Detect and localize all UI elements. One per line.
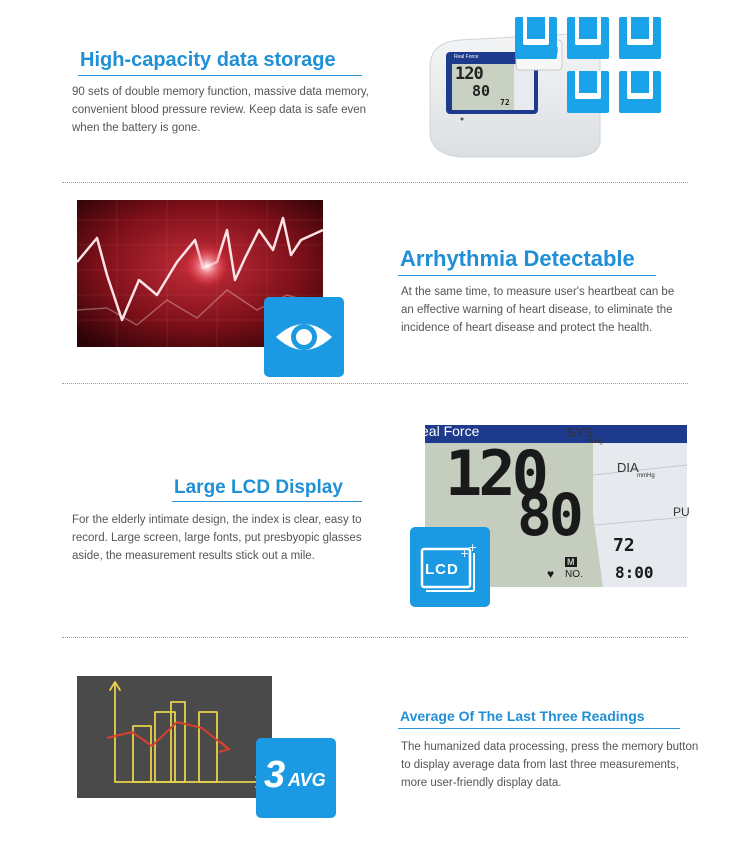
chart-image — [77, 676, 272, 798]
floppy-icon — [619, 17, 661, 59]
lcd-time: 8:00 — [615, 563, 654, 582]
lcd-sys-label: SYS — [567, 425, 594, 440]
lcd-dia-value: 80 — [517, 481, 581, 549]
svg-text:+: + — [468, 541, 478, 554]
section-title-storage: High-capacity data storage — [80, 49, 336, 71]
lcd-memory-indicator: M — [567, 557, 575, 567]
monitor-pulse: 72 — [500, 98, 510, 107]
floppy-icon — [515, 17, 557, 59]
avg-badge-text: AVG — [288, 770, 326, 790]
lcd-dia-label: DIA — [617, 460, 639, 475]
svg-text:+: + — [460, 547, 470, 560]
lcd-unit: mmHg — [585, 439, 603, 445]
section-desc-average: The humanized data processing, press the memory button to display average data from last three measurements, more user-friendly display data. — [401, 741, 699, 789]
eye-icon-badge — [264, 297, 344, 377]
lcd-pulse-value: 72 — [613, 535, 635, 556]
avg-badge-number: 3 — [264, 754, 286, 796]
section-title-arrhythmia: Arrhythmia Detectable — [400, 246, 635, 271]
section-divider — [62, 383, 688, 384]
lcd-pul-label: PU — [673, 505, 690, 519]
floppy-icon — [567, 17, 609, 59]
heart-icon: ♥ — [547, 567, 555, 581]
lcd-sys-value: 120 — [445, 437, 545, 510]
section-divider — [62, 637, 688, 638]
monitor-dia: 80 — [472, 82, 491, 100]
lcd-icon-badge — [410, 527, 490, 607]
floppy-icon — [567, 71, 609, 113]
eye-icon — [264, 297, 344, 377]
title-underline — [398, 275, 656, 276]
monitor-sys: 120 — [455, 64, 483, 84]
title-underline — [172, 501, 362, 502]
monitor-brand: Real Force — [454, 54, 479, 60]
section-desc-storage: 90 sets of double memory function, massive data memory, convenient blood pressure review. Keep data is safe even when the battery is gone. — [72, 86, 370, 134]
lcd-no-label: NO. — [565, 569, 583, 580]
floppy-icon — [619, 71, 661, 113]
chart-icon — [77, 676, 272, 798]
section-title-lcd: Large LCD Display — [174, 477, 343, 498]
lcd-unit: mmHg — [637, 473, 655, 479]
section-desc-lcd: For the elderly intimate design, the index is clear, easy to record. Large screen, large fonts, put presbyopic glasses aside, the measurement results stick out a mile. — [72, 514, 362, 562]
lcd-badge-text: LCD — [425, 561, 459, 578]
section-desc-arrhythmia: At the same time, to measure user's heartbeat can be an effective warning of heart disease, to eliminate the incidence of heart disease and protect the health. — [401, 286, 675, 334]
section-divider — [62, 182, 688, 183]
avg-badge — [256, 738, 336, 818]
lcd-brand: eal Force — [421, 423, 480, 439]
section-title-average: Average Of The Last Three Readings — [400, 708, 645, 724]
title-underline — [78, 75, 362, 76]
title-underline — [398, 728, 680, 729]
